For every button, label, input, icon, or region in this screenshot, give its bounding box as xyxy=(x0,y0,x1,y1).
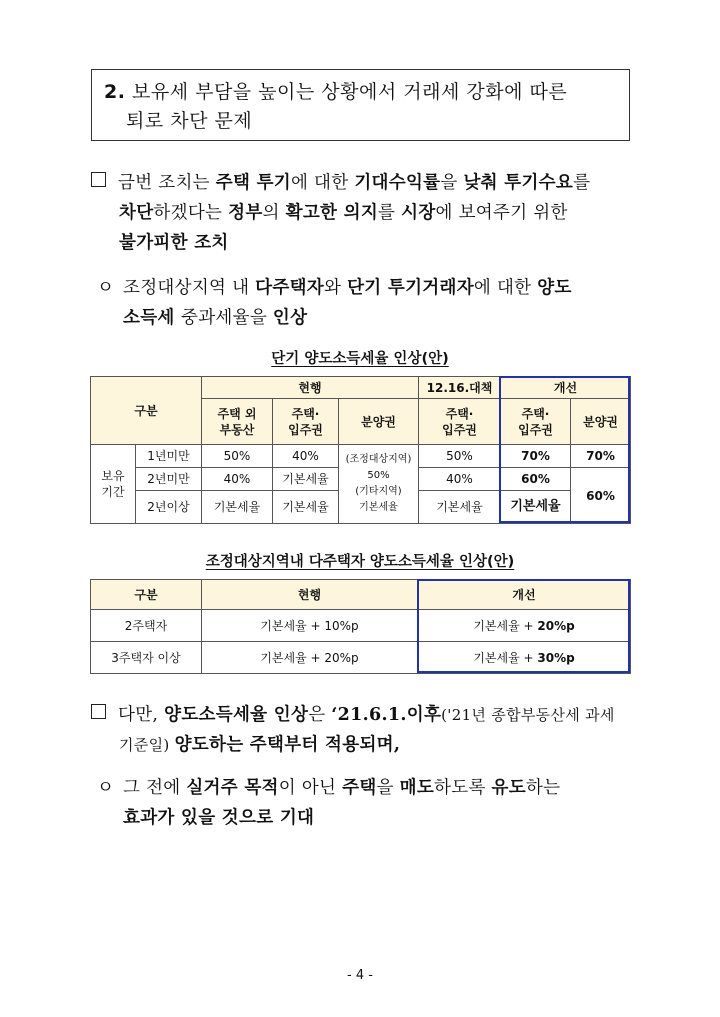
emphasis: 주택 xyxy=(342,778,377,798)
table-row xyxy=(91,445,631,468)
table1-title xyxy=(0,347,720,368)
improve-cell xyxy=(418,642,631,674)
current-cell: 기본세율 + 10%p xyxy=(202,610,418,642)
cell: 40% xyxy=(419,468,501,491)
header-non-housing: 주택 외 부동산 xyxy=(202,399,273,445)
presale-improve-cell: 60% xyxy=(571,468,631,524)
bullet-icon: ㅇ xyxy=(97,278,115,298)
header-improve: 개선 xyxy=(418,580,631,610)
paragraph-1-line3: 불가피한 조치 xyxy=(119,233,229,253)
emphasis: ‘21.6.1.이후 xyxy=(331,705,442,725)
text: 기준일) xyxy=(119,736,175,754)
cell: 70% xyxy=(571,445,631,468)
emphasis: 되며, xyxy=(359,735,401,755)
emphasis: 차단 xyxy=(119,203,154,223)
page-number: - 4 - xyxy=(347,968,373,983)
header-group: 구분 xyxy=(91,377,202,445)
header-improve: 개선 xyxy=(501,377,631,399)
paragraph-1 xyxy=(91,168,651,258)
text: 에 보여주기 위한 xyxy=(435,203,568,223)
checkbox-square-icon xyxy=(91,172,106,187)
section-title-line2: 퇴로 차단 문제 xyxy=(126,110,253,132)
emphasis: 정부 xyxy=(228,203,263,223)
tax-rate-table-1 xyxy=(90,376,631,524)
text: 조정대상지역 내 xyxy=(123,278,256,298)
paragraph-2 xyxy=(97,273,657,333)
text: 의 xyxy=(262,203,286,223)
text: 에 대한 xyxy=(290,173,355,193)
text: ('21년 종합부동산세 과세 xyxy=(441,706,615,724)
period: 2년미만 xyxy=(136,468,202,491)
header-housing: 주택· 입주권 xyxy=(273,399,339,445)
emphasis: 양도소득세율 인상 xyxy=(164,705,309,725)
period: 2년이상 xyxy=(136,491,202,524)
cell: 기본세율 xyxy=(419,491,501,524)
tax-rate-table-2 xyxy=(90,579,631,674)
emphasis: 매도 xyxy=(399,778,435,798)
section-title-line1: 보유세 부담을 높이는 상황에서 거래세 강화에 따른 xyxy=(132,81,568,103)
table-row xyxy=(91,610,631,642)
row-label: 2주택자 xyxy=(91,610,202,642)
cell: 50% xyxy=(419,445,501,468)
emphasis: 시장 xyxy=(401,203,436,223)
text: 기본세율 + xyxy=(473,650,538,665)
text: 중과세율 xyxy=(181,308,250,328)
cell: 기본세율 xyxy=(202,491,273,524)
emphasis: 양도 xyxy=(537,278,572,298)
emphasis: 20%p xyxy=(537,618,575,633)
section-number: 2. xyxy=(104,81,126,103)
header-1216: 12.16.대책 xyxy=(419,377,501,399)
row-label: 3주택자 이상 xyxy=(91,642,202,674)
emphasis: 확고한 의지 xyxy=(285,203,379,223)
cell: 기본세율 xyxy=(273,491,339,524)
emphasis: 실거주 목적 xyxy=(186,778,279,798)
paragraph-4-line2: 효과가 있을 것으로 기대 xyxy=(123,808,315,828)
cell: 60% xyxy=(501,468,571,491)
emphasis: 낮춰 투기수요 xyxy=(463,173,574,193)
text: 하겠다는 xyxy=(153,203,229,223)
cell: 40% xyxy=(273,445,339,468)
text: 이 아닌 xyxy=(278,778,343,798)
emphasis: 양도하는 주택부터 적용 xyxy=(174,735,360,755)
header-current: 현행 xyxy=(202,580,418,610)
cell: 70% xyxy=(501,445,571,468)
emphasis: 유도 xyxy=(491,778,526,798)
text: 은 xyxy=(308,705,332,725)
text: 금번 조치는 xyxy=(118,173,216,193)
checkbox-square-icon xyxy=(91,704,106,719)
header-housing-improve: 주택· 입주권 xyxy=(501,399,571,445)
text: 를 xyxy=(378,203,402,223)
improve-cell xyxy=(418,610,631,642)
emphasis: 소득세 xyxy=(123,308,182,328)
emphasis: 다주택자 xyxy=(255,278,324,298)
cell: 기본세율 xyxy=(273,468,339,491)
text: 그 전에 xyxy=(123,778,187,798)
emphasis: 인상 xyxy=(272,308,308,328)
section-heading-box xyxy=(91,69,630,141)
current-cell: 기본세율 + 20%p xyxy=(202,642,418,674)
table2-title xyxy=(0,550,720,571)
text: 을 xyxy=(376,778,400,798)
bullet-icon: ㅇ xyxy=(97,778,115,798)
cell: 40% xyxy=(202,468,273,491)
header-current: 현행 xyxy=(202,377,419,399)
row-group-label: 보유 기간 xyxy=(91,445,136,524)
text: 을 xyxy=(249,308,273,328)
header-housing-1216: 주택· 입주권 xyxy=(419,399,501,445)
text: 를 xyxy=(573,173,591,193)
text: 와 xyxy=(324,278,348,298)
header-presale-right: 분양권 xyxy=(339,399,419,445)
text: 다만, xyxy=(118,705,165,725)
text: 하도록 xyxy=(434,778,492,798)
table1-title-text: 단기 양도소득세율 인상(안) xyxy=(271,351,449,367)
emphasis: 단기 투기거래자 xyxy=(347,278,474,298)
emphasis: 30%p xyxy=(537,650,575,665)
text: 에 대한 xyxy=(473,278,538,298)
emphasis: 기대수익률 xyxy=(354,173,441,193)
cell: 기본세율 xyxy=(501,491,571,524)
paragraph-3 xyxy=(91,700,661,760)
emphasis: 주택 투기 xyxy=(215,173,291,193)
table2-title-text: 조정대상지역내 다주택자 양도소득세율 인상(안) xyxy=(205,554,515,570)
period: 1년미만 xyxy=(136,445,202,468)
text: 을 xyxy=(440,173,464,193)
text: 하는 xyxy=(525,778,561,798)
cell: 50% xyxy=(202,445,273,468)
table-row xyxy=(91,642,631,674)
presale-current-cell: (조정대상지역) 50% (기타지역) 기본세율 xyxy=(339,445,419,524)
header-group: 구분 xyxy=(91,580,202,610)
paragraph-4 xyxy=(97,773,667,833)
text: 기본세율 + xyxy=(473,618,538,633)
header-presale-improve: 분양권 xyxy=(571,399,631,445)
